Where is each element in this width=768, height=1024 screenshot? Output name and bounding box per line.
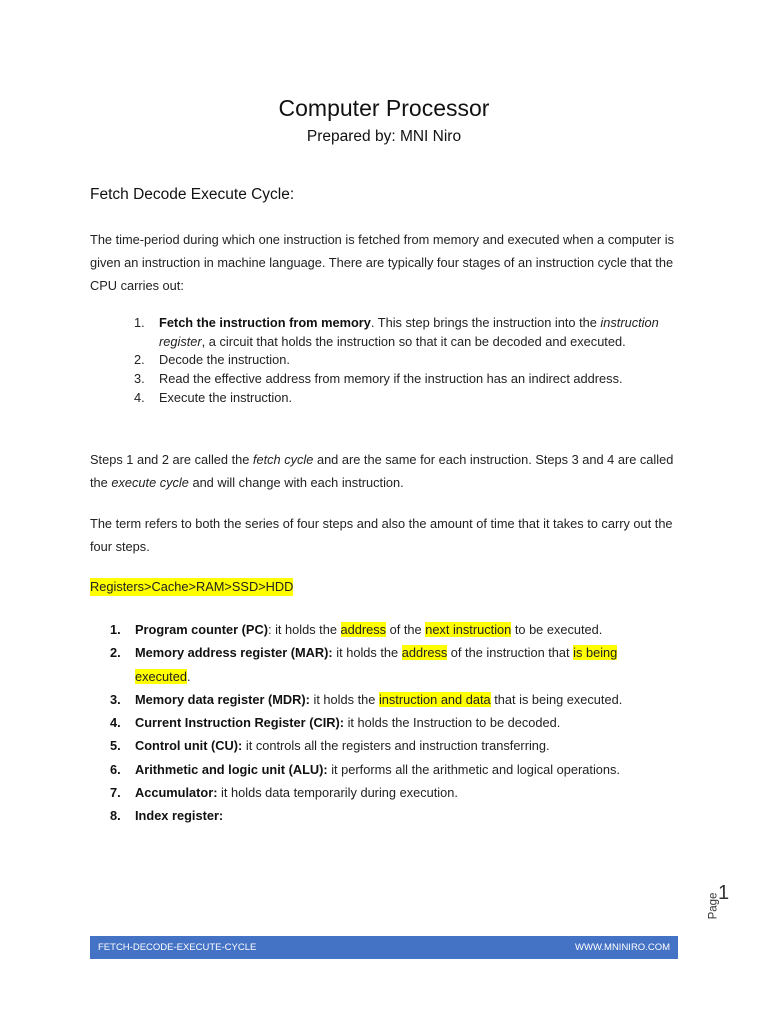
page-label: Page xyxy=(707,892,720,920)
stage-text: . This step brings the instruction into the xyxy=(370,315,601,330)
list-number: 2. xyxy=(134,352,145,368)
list-item xyxy=(110,734,670,757)
highlighted-text: is being executed xyxy=(135,645,618,684)
list-number: 1. xyxy=(110,622,121,637)
text-run: it holds the xyxy=(332,645,402,661)
register-name: Accumulator: xyxy=(135,785,218,801)
text-run: it holds data temporarily during execution. xyxy=(217,785,458,801)
italic-term: execute cycle xyxy=(111,475,189,490)
register-name: Control unit (CU): xyxy=(135,738,243,754)
register-name: Memory data register (MDR): xyxy=(135,691,310,707)
stage-text: Execute the instruction. xyxy=(159,389,293,405)
page-footer xyxy=(90,936,678,959)
page-number-block xyxy=(706,882,736,928)
stage-italic-term: instruction register xyxy=(159,315,659,349)
list-item xyxy=(110,618,670,641)
list-item xyxy=(110,781,670,804)
list-number: 4. xyxy=(110,715,121,731)
text-run: . xyxy=(186,668,191,684)
text-run: it holds the Instruction to be decoded. xyxy=(344,715,561,731)
intro-paragraph: The time-period during which one instruction is fetched from memory and executed when a computer is given an instruction in machine language. There are typically four stages of an instruction cycle that the CPU carries out: xyxy=(90,232,674,293)
register-name: Arithmetic and logic unit (ALU): xyxy=(135,761,328,777)
text-run: and are the same for each instruction. Steps 3 and 4 are called the xyxy=(90,452,674,490)
list-number: 3. xyxy=(110,691,121,707)
stage-title: Fetch the instruction from memory xyxy=(159,315,371,330)
stage-text: , a circuit that holds the instruction so that it can be decoded and executed. xyxy=(201,333,626,349)
highlighted-text: address xyxy=(401,645,448,661)
list-number: 5. xyxy=(110,738,121,754)
memory-hierarchy-highlight: Registers>Cache>RAM>SSD>HDD xyxy=(90,579,294,594)
list-item xyxy=(110,711,670,734)
register-name: Program counter (PC) xyxy=(135,622,268,637)
highlighted-text: next instruction xyxy=(425,622,512,637)
list-number: 4. xyxy=(134,389,145,405)
list-item xyxy=(134,351,674,370)
text-run: it performs all the arithmetic and logical operations. xyxy=(327,761,620,777)
text-run: : it holds the xyxy=(267,622,341,637)
text-run: of the xyxy=(386,622,426,637)
text-run: Steps 1 and 2 are called the xyxy=(90,452,253,467)
list-number: 1. xyxy=(134,315,145,330)
list-number: 3. xyxy=(134,371,145,387)
list-item xyxy=(110,758,670,781)
italic-term: fetch cycle xyxy=(252,452,314,467)
footer-title: FETCH-DECODE-EXECUTE-CYCLE xyxy=(98,942,257,953)
steps-paragraph xyxy=(90,448,680,494)
list-number: 7. xyxy=(110,785,121,801)
highlighted-text: instruction and data xyxy=(378,691,491,707)
text-run: and will change with each instruction. xyxy=(188,475,404,490)
list-item xyxy=(134,314,674,351)
register-name: Index register: xyxy=(135,808,224,824)
list-item xyxy=(134,370,674,389)
register-name: Current Instruction Register (CIR): xyxy=(135,715,345,731)
registers-list xyxy=(110,618,670,828)
text-run: that is being executed. xyxy=(490,691,623,707)
list-number: 2. xyxy=(110,645,121,661)
text-run: to be executed. xyxy=(511,622,603,637)
page-number: 1 xyxy=(718,882,730,904)
register-name: Memory address register (MAR): xyxy=(135,645,333,661)
page-title: Computer Processor xyxy=(278,95,490,121)
stage-text: Read the effective address from memory if the instruction has an indirect address. xyxy=(159,371,623,387)
page-subtitle: Prepared by: MNI Niro xyxy=(306,128,462,145)
list-item xyxy=(110,641,670,688)
text-run: it controls all the registers and instruction transferring. xyxy=(242,738,550,754)
text-run: it holds the xyxy=(309,691,379,707)
term-paragraph: The term refers to both the series of four steps and also the amount of time that it takes to carry out the four steps. xyxy=(90,516,673,554)
list-item xyxy=(110,804,670,827)
list-item xyxy=(134,389,674,408)
list-number: 8. xyxy=(110,808,121,824)
section-heading: Fetch Decode Execute Cycle: xyxy=(90,186,295,203)
footer-website: WWW.MNINIRO.COM xyxy=(575,942,670,953)
list-item xyxy=(110,688,670,711)
list-number: 6. xyxy=(110,761,121,777)
highlighted-text: address xyxy=(340,622,387,637)
stage-text: Decode the instruction. xyxy=(159,352,290,368)
text-run: of the instruction that xyxy=(447,645,574,661)
cycle-stages-list xyxy=(134,314,674,408)
